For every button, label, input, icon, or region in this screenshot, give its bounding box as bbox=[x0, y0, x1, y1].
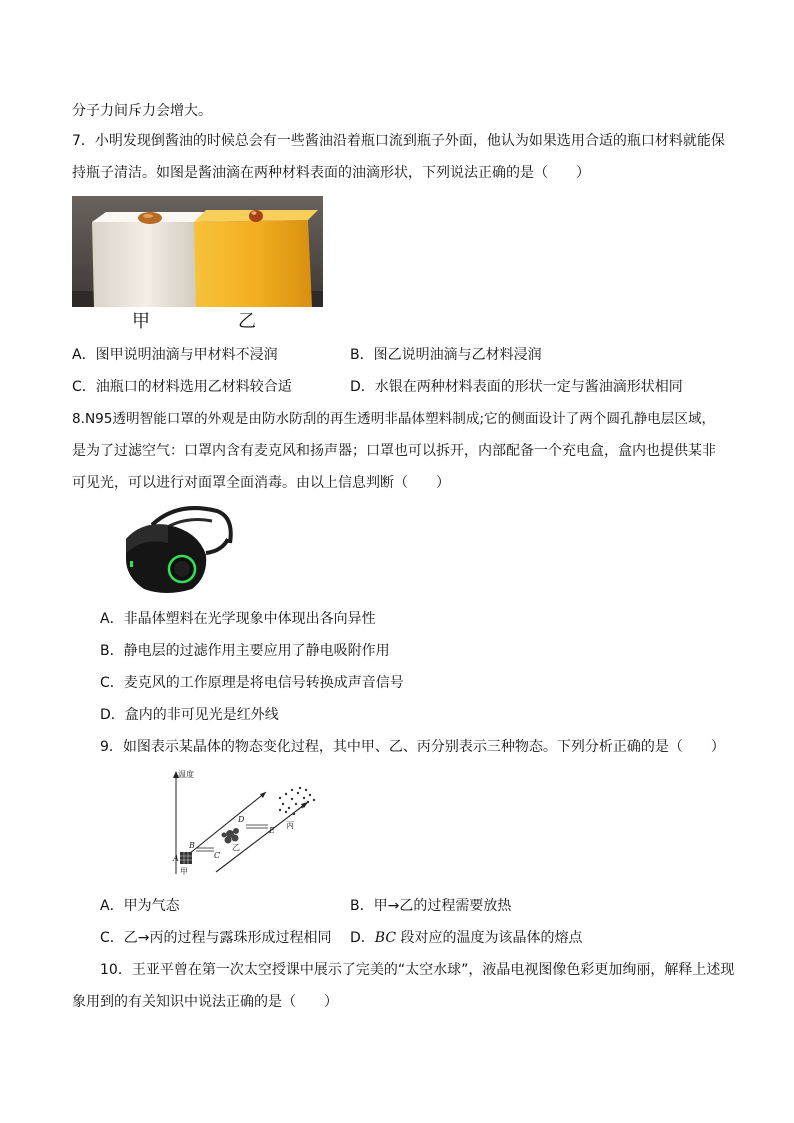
q10-stem-line2: 象用到的有关知识中说法正确的是（ ） bbox=[72, 994, 338, 1010]
q8-stem-line3: 可见光，可以进行对面罩全面消毒。由以上信息判断（ ） bbox=[72, 475, 450, 491]
q7-option-d: D．水银在两种材料表面的形状一定与酱油滴形状相同 bbox=[350, 379, 683, 395]
solid-block bbox=[180, 852, 192, 864]
white-material-block bbox=[92, 222, 200, 307]
q9-option-a: A．甲为气态 bbox=[100, 898, 180, 914]
q8-stem-line2: 是为了过滤空气：口罩内含有麦克风和扬声器；口罩也可以拆开，内部配备一个充电盒，盒内也提供某非 bbox=[72, 443, 716, 459]
q7-option-c: C．油瓶口的材料选用乙材料较合适 bbox=[72, 379, 292, 395]
q9-state-change-diagram bbox=[168, 768, 323, 878]
q8-stem-line1: 8.N95透明智能口罩的外观是由防水防刮的再生透明非晶体塑料制成;它的侧面设计了两个圆孔静电层区域， bbox=[72, 411, 716, 427]
svg-text:E: E bbox=[269, 826, 275, 835]
intro-line: 分子力间斥力会增大。 bbox=[72, 103, 212, 119]
label-yi: 乙 bbox=[232, 843, 240, 852]
oil-drop-flat bbox=[138, 212, 162, 224]
label-bing: 丙 bbox=[286, 821, 294, 830]
oil-drop-round bbox=[249, 210, 263, 222]
q7-option-b: B．图乙说明油滴与乙材料浸润 bbox=[350, 347, 542, 363]
svg-text:B: B bbox=[189, 841, 195, 850]
q8-option-c: C．麦克风的工作原理是将电信号转换成声音信号 bbox=[100, 675, 404, 691]
q8-option-d: D．盒内的非可见光是红外线 bbox=[100, 707, 279, 723]
q7-stem-line1: 7．小明发现倒酱油的时候总会有一些酱油沿着瓶口流到瓶子外面，他认为如果选用合适的瓶口材料就能保 bbox=[72, 133, 725, 149]
q10-stem-line1: 10．王亚平曾在第一次太空授课中展示了完美的“太空水球”，液晶电视图像色彩更加绚丽，解释上述现 bbox=[100, 962, 735, 978]
liquid-cluster bbox=[222, 828, 240, 844]
svg-text:C: C bbox=[214, 851, 221, 860]
q9-option-d-segment: BC bbox=[374, 930, 397, 946]
q9-option-b: B．甲→乙的过程需要放热 bbox=[350, 898, 512, 914]
q9-option-d bbox=[350, 928, 583, 948]
axis-label: 温度 bbox=[178, 770, 194, 779]
q9-stem-line1: 9．如图表示某晶体的物态变化过程，其中甲、乙、丙分别表示三种物态。下列分析正确的是（ ） bbox=[100, 739, 725, 755]
svg-text:A: A bbox=[173, 854, 179, 863]
q7-option-a: A．图甲说明油滴与甲材料不浸润 bbox=[72, 347, 278, 363]
q7-label-jia: 甲 bbox=[132, 311, 150, 332]
q7-stem-line2: 持瓶子清洁。如图是酱油滴在两种材料表面的油滴形状，下列说法正确的是（ ） bbox=[72, 165, 590, 181]
q8-option-b: B．静电层的过滤作用主要应用了静电吸附作用 bbox=[100, 643, 390, 659]
q8-photo-smart-mask bbox=[122, 503, 234, 599]
q8-option-a: A．非晶体塑料在光学现象中体现出各向异性 bbox=[100, 611, 376, 627]
q9-option-c: C．乙→丙的过程与露珠形成过程相同 bbox=[100, 930, 332, 946]
label-jia: 甲 bbox=[180, 867, 188, 876]
q7-photo-oil-drops bbox=[72, 196, 323, 307]
q7-label-yi: 乙 bbox=[238, 311, 256, 332]
yellow-material-block bbox=[194, 220, 312, 307]
svg-text:D: D bbox=[238, 815, 245, 824]
q9-option-d-suffix: 段对应的温度为该晶体的熔点 bbox=[396, 930, 583, 946]
q9-option-d-prefix: D． bbox=[350, 930, 375, 946]
